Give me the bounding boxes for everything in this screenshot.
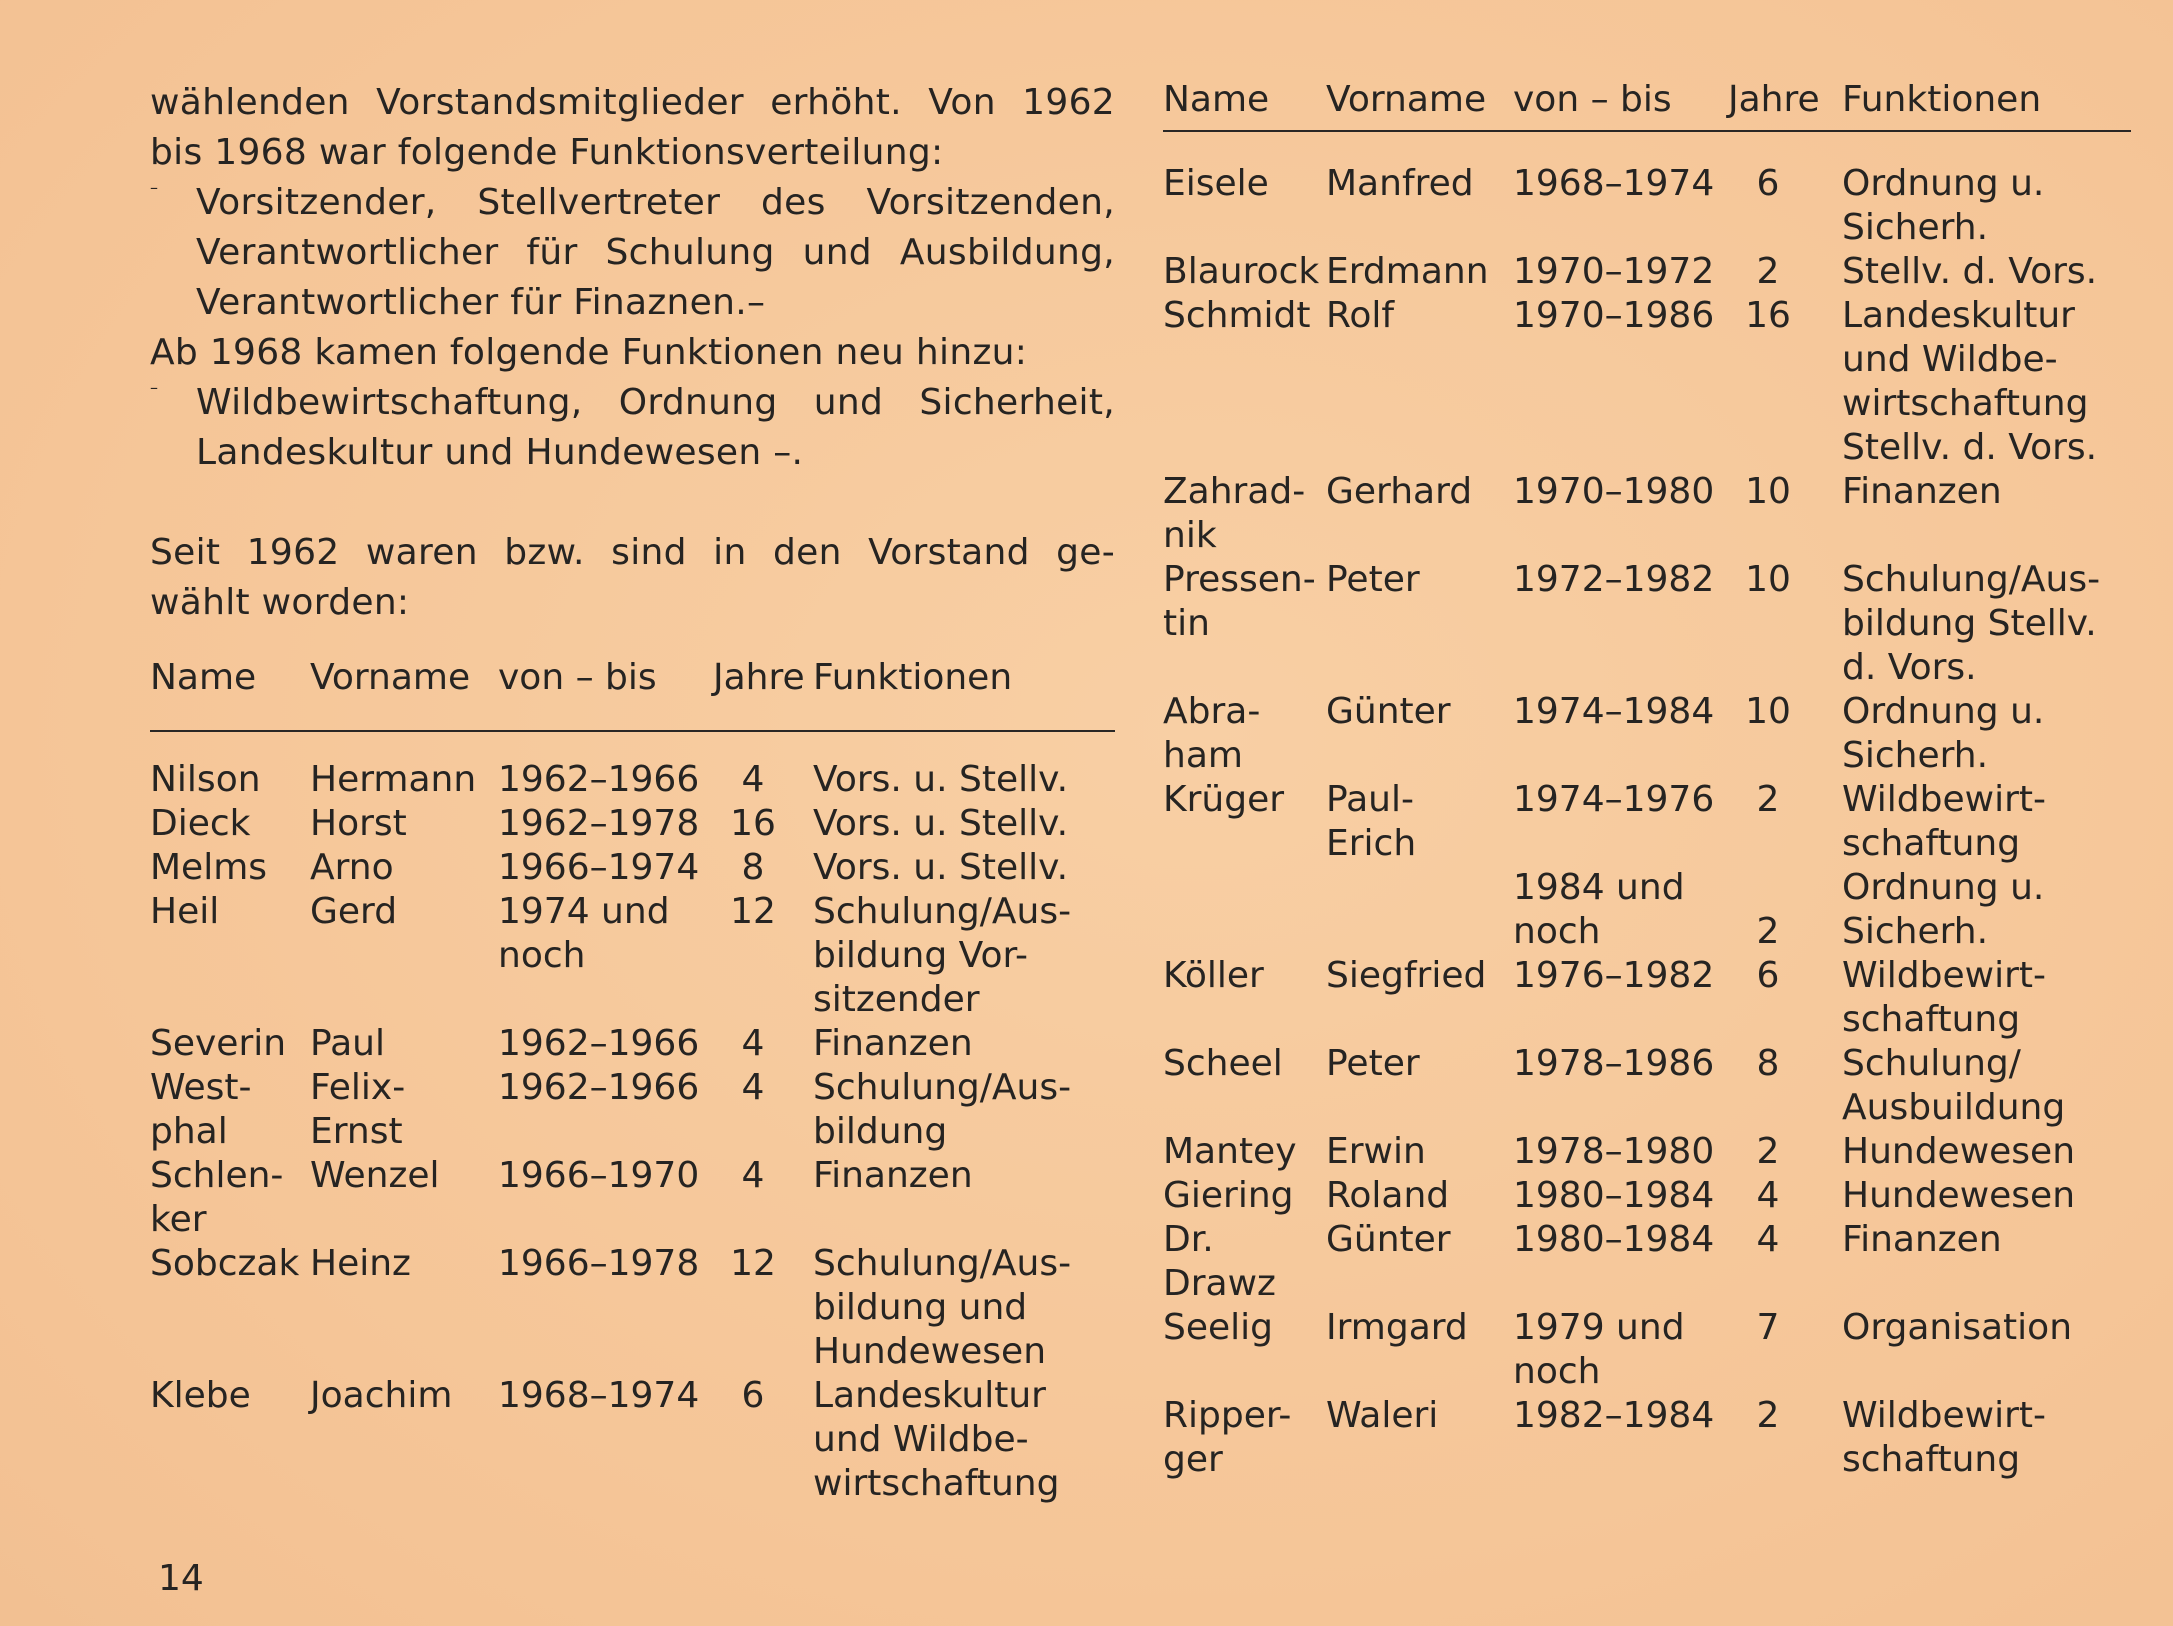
table-row (150, 1242, 1115, 1374)
cell-name: Nilson (150, 759, 261, 800)
cell-funktionen: Schulung/Aus- bildung und Hundewesen (813, 1243, 1072, 1372)
table-row (1163, 250, 2131, 294)
cell-funktionen: Landeskultur und Wildbe- wirtschaftung (813, 1375, 1060, 1504)
cell-zeitraum: 1976–1982 (1513, 955, 1715, 996)
cell-zeitraum: 1966–1974 (498, 847, 700, 888)
intro-line: Ab 1968 kamen folgende Funktionen neu hinzu: (150, 332, 1028, 373)
table-row (1163, 1306, 2131, 1394)
cell-name: Scheel (1163, 1043, 1283, 1084)
cell-funktionen: Stellv. d. Vors. (1842, 251, 2098, 292)
cell-jahre: 2 (1756, 779, 1780, 820)
cell-funktionen: Ordnung u. Sicherh. (1842, 867, 2045, 952)
cell-name: Pressen- tin (1163, 559, 1316, 644)
table-row (1163, 470, 2131, 558)
cell-name: Ripper- ger (1163, 1395, 1292, 1480)
cell-zeitraum: 1962–1966 (498, 759, 700, 800)
cell-jahre: 2 (1756, 1395, 1780, 1436)
cell-vorname: Heinz (310, 1243, 411, 1284)
table-row (150, 1154, 1115, 1242)
table-row (1163, 690, 2131, 778)
cell-zeitraum: 1974–1976 (1513, 779, 1715, 820)
table-row (1163, 131, 2131, 250)
cell-funktionen: Schulung/ Ausbuildung (1842, 1043, 2066, 1128)
cell-funktionen: Hundewesen (1842, 1131, 2076, 1172)
cell-vorname: Erdmann (1326, 251, 1489, 292)
cell-funktionen: Finanzen (1842, 1219, 2002, 1260)
table-body (1163, 131, 2131, 1482)
cell-vorname: Peter (1326, 1043, 1420, 1084)
cell-name: Severin (150, 1023, 287, 1064)
cell-funktionen: Finanzen (813, 1023, 973, 1064)
cell-zeitraum: 1970–1972 (1513, 251, 1715, 292)
cell-name: Sobczak (150, 1243, 300, 1284)
cell-name: Heil (150, 891, 220, 932)
column-header-funktionen: Funktionen (813, 657, 1013, 698)
table-header-row (1163, 78, 2131, 131)
cell-zeitraum: 1962–1966 (498, 1023, 700, 1064)
column-header-name: Name (150, 657, 257, 698)
board-members-table-left (150, 656, 1115, 1506)
cell-funktionen: Finanzen (1842, 471, 2002, 512)
cell-jahre: 10 (1745, 471, 1791, 512)
cell-jahre: 8 (1756, 1043, 1780, 1084)
cell-name: Mantey (1163, 1131, 1297, 1172)
cell-vorname: Günter (1326, 1219, 1451, 1260)
cell-name: Blaurock (1163, 251, 1320, 292)
intro-line: wählenden Vorstandsmitglieder erhöht. Von 1962 (150, 82, 1115, 123)
table-row (1163, 1174, 2131, 1218)
cell-funktionen: Ordnung u. Sicherh. (1842, 163, 2045, 248)
cell-name: West- phal (150, 1067, 252, 1152)
cell-vorname: Waleri (1326, 1395, 1439, 1436)
table-row (150, 890, 1115, 1022)
cell-funktionen: Organisation (1842, 1307, 2073, 1348)
column-header-zeitraum: von – bis (1513, 79, 1672, 120)
table-row (1163, 778, 2131, 866)
table-row (1163, 294, 2131, 470)
bullet-line: Landeskultur und Hundewesen –. (196, 432, 804, 473)
cell-vorname: Gerhard (1326, 471, 1473, 512)
cell-jahre: 6 (1756, 163, 1780, 204)
bullet-dash: – (150, 378, 158, 397)
cell-funktionen: Wildbewirt- schaftung (1842, 955, 2047, 1040)
cell-jahre: 12 (730, 891, 776, 932)
cell-jahre: 12 (730, 1243, 776, 1284)
cell-zeitraum: 1980–1984 (1513, 1219, 1715, 1260)
cell-vorname: Wenzel (310, 1155, 440, 1196)
cell-name: Giering (1163, 1175, 1294, 1216)
cell-vorname: Roland (1326, 1175, 1450, 1216)
cell-vorname: Erwin (1326, 1131, 1426, 1172)
board-members-table-right (1163, 78, 2131, 1482)
cell-zeitraum: 1968–1974 (498, 1375, 700, 1416)
bullet-list-item (150, 378, 1115, 478)
intro-line: wählt worden: (150, 582, 410, 623)
cell-zeitraum: 1966–1970 (498, 1155, 700, 1196)
table-row (150, 802, 1115, 846)
cell-jahre: 4 (1756, 1175, 1780, 1216)
cell-jahre: 4 (741, 759, 765, 800)
left-column (150, 78, 1115, 1506)
cell-funktionen: Schulung/Aus- bildung Vor- sitzender (813, 891, 1072, 1020)
cell-jahre: 16 (1745, 295, 1791, 336)
cell-zeitraum: 1978–1980 (1513, 1131, 1715, 1172)
table-row (150, 731, 1115, 802)
table-row (1163, 1218, 2131, 1306)
cell-vorname (1326, 866, 1513, 954)
cell-vorname: Paul (310, 1023, 385, 1064)
cell-vorname: Irmgard (1326, 1307, 1468, 1348)
cell-name: Krüger (1163, 779, 1285, 820)
cell-vorname: Rolf (1326, 295, 1395, 336)
cell-zeitraum: 1968–1974 (1513, 163, 1715, 204)
cell-name: Schmidt (1163, 295, 1311, 336)
cell-jahre: 6 (741, 1375, 765, 1416)
cell-zeitraum: 1974 und noch (498, 891, 670, 976)
cell-vorname: Günter (1326, 691, 1451, 732)
bullet-list-item (150, 178, 1115, 328)
page-number: 14 (158, 1558, 204, 1599)
cell-vorname: Arno (310, 847, 394, 888)
cell-name: Melms (150, 847, 268, 888)
column-header-jahre: Jahre (713, 657, 805, 698)
table-row (1163, 1042, 2131, 1130)
cell-jahre: 10 (1745, 691, 1791, 732)
right-column (1163, 78, 2131, 1482)
cell-jahre: 4 (741, 1023, 765, 1064)
cell-jahre: 8 (741, 847, 765, 888)
table-row (150, 1374, 1115, 1506)
cell-jahre: 2 (1756, 1131, 1780, 1172)
cell-funktionen: Wildbewirt- schaftung (1842, 1395, 2047, 1480)
table-header-row (150, 656, 1115, 731)
cell-jahre: 16 (730, 803, 776, 844)
cell-name: Eisele (1163, 163, 1269, 204)
cell-vorname: Manfred (1326, 163, 1474, 204)
cell-zeitraum: 1970–1986 (1513, 295, 1715, 336)
column-header-jahre: Jahre (1728, 79, 1820, 120)
cell-vorname: Paul- Erich (1326, 779, 1417, 864)
cell-name: Zahrad- nik (1163, 471, 1306, 556)
cell-zeitraum: 1962–1978 (498, 803, 700, 844)
bullet-line: Verantwortlicher für Finaznen.– (196, 282, 766, 323)
intro-line: bis 1968 war folgende Funktionsverteilung: (150, 132, 944, 173)
cell-funktionen: Landeskultur und Wildbe- wirtschaftung Stellv. d. Vors. (1842, 295, 2098, 468)
cell-zeitraum: 1984 und noch (1513, 867, 1685, 952)
cell-zeitraum: 1972–1982 (1513, 559, 1715, 600)
cell-name: Klebe (150, 1375, 251, 1416)
cell-zeitraum: 1970–1980 (1513, 471, 1715, 512)
table-row (150, 1066, 1115, 1154)
cell-funktionen: Vors. u. Stellv. (813, 759, 1069, 800)
cell-jahre: 2 (1756, 251, 1780, 292)
intro-text (150, 78, 1115, 628)
bullet-dash: – (150, 178, 158, 197)
cell-name: Köller (1163, 955, 1264, 996)
intro-line: Seit 1962 waren bzw. sind in den Vorstand ge- (150, 532, 1115, 573)
cell-name (1163, 866, 1326, 954)
table-body (150, 731, 1115, 1506)
cell-funktionen: Finanzen (813, 1155, 973, 1196)
column-header-vorname: Vorname (1326, 79, 1487, 120)
cell-vorname: Horst (310, 803, 407, 844)
table-row (150, 1022, 1115, 1066)
cell-name: Abra- ham (1163, 691, 1261, 776)
cell-funktionen: Schulung/Aus- bildung (813, 1067, 1072, 1152)
cell-funktionen: Wildbewirt- schaftung (1842, 779, 2047, 864)
cell-vorname: Joachim (310, 1375, 453, 1416)
cell-funktionen: Vors. u. Stellv. (813, 847, 1069, 888)
cell-zeitraum: 1962–1966 (498, 1067, 700, 1108)
cell-zeitraum: 1979 und noch (1513, 1307, 1685, 1392)
cell-jahre: 2 (1756, 911, 1780, 952)
table-row (1163, 1394, 2131, 1482)
cell-vorname: Felix- Ernst (310, 1067, 406, 1152)
bullet-line: Wildbewirtschaftung, Ordnung und Sicherheit, (196, 382, 1115, 423)
column-header-name: Name (1163, 79, 1270, 120)
column-header-funktionen: Funktionen (1842, 79, 2042, 120)
table-row (1163, 954, 2131, 1042)
cell-jahre: 10 (1745, 559, 1791, 600)
column-header-zeitraum: von – bis (498, 657, 657, 698)
table-row (150, 846, 1115, 890)
cell-jahre: 7 (1756, 1307, 1780, 1348)
cell-vorname: Peter (1326, 559, 1420, 600)
cell-zeitraum: 1980–1984 (1513, 1175, 1715, 1216)
bullet-line: Vorsitzender, Stellvertreter des Vorsitzenden, (196, 182, 1115, 223)
bullet-line: Verantwortlicher für Schulung und Ausbildung, (196, 232, 1115, 273)
cell-funktionen: Ordnung u. Sicherh. (1842, 691, 2045, 776)
cell-name: Dieck (150, 803, 251, 844)
cell-vorname: Siegfried (1326, 955, 1487, 996)
table-row (1163, 558, 2131, 690)
cell-jahre: 4 (1756, 1219, 1780, 1260)
cell-funktionen: Vors. u. Stellv. (813, 803, 1069, 844)
cell-jahre: 4 (741, 1155, 765, 1196)
cell-jahre: 4 (741, 1067, 765, 1108)
cell-vorname: Gerd (310, 891, 398, 932)
cell-zeitraum: 1966–1978 (498, 1243, 700, 1284)
cell-jahre: 6 (1756, 955, 1780, 996)
cell-name: Dr. Drawz (1163, 1219, 1276, 1304)
cell-zeitraum: 1982–1984 (1513, 1395, 1715, 1436)
cell-funktionen: Schulung/Aus- bildung Stellv. d. Vors. (1842, 559, 2101, 688)
column-header-vorname: Vorname (310, 657, 471, 698)
table-row (1163, 1130, 2131, 1174)
cell-zeitraum: 1974–1984 (1513, 691, 1715, 732)
cell-vorname: Hermann (310, 759, 477, 800)
table-row (1163, 866, 2131, 954)
cell-name: Schlen- ker (150, 1155, 284, 1240)
cell-name: Seelig (1163, 1307, 1274, 1348)
cell-zeitraum: 1978–1986 (1513, 1043, 1715, 1084)
cell-funktionen: Hundewesen (1842, 1175, 2076, 1216)
